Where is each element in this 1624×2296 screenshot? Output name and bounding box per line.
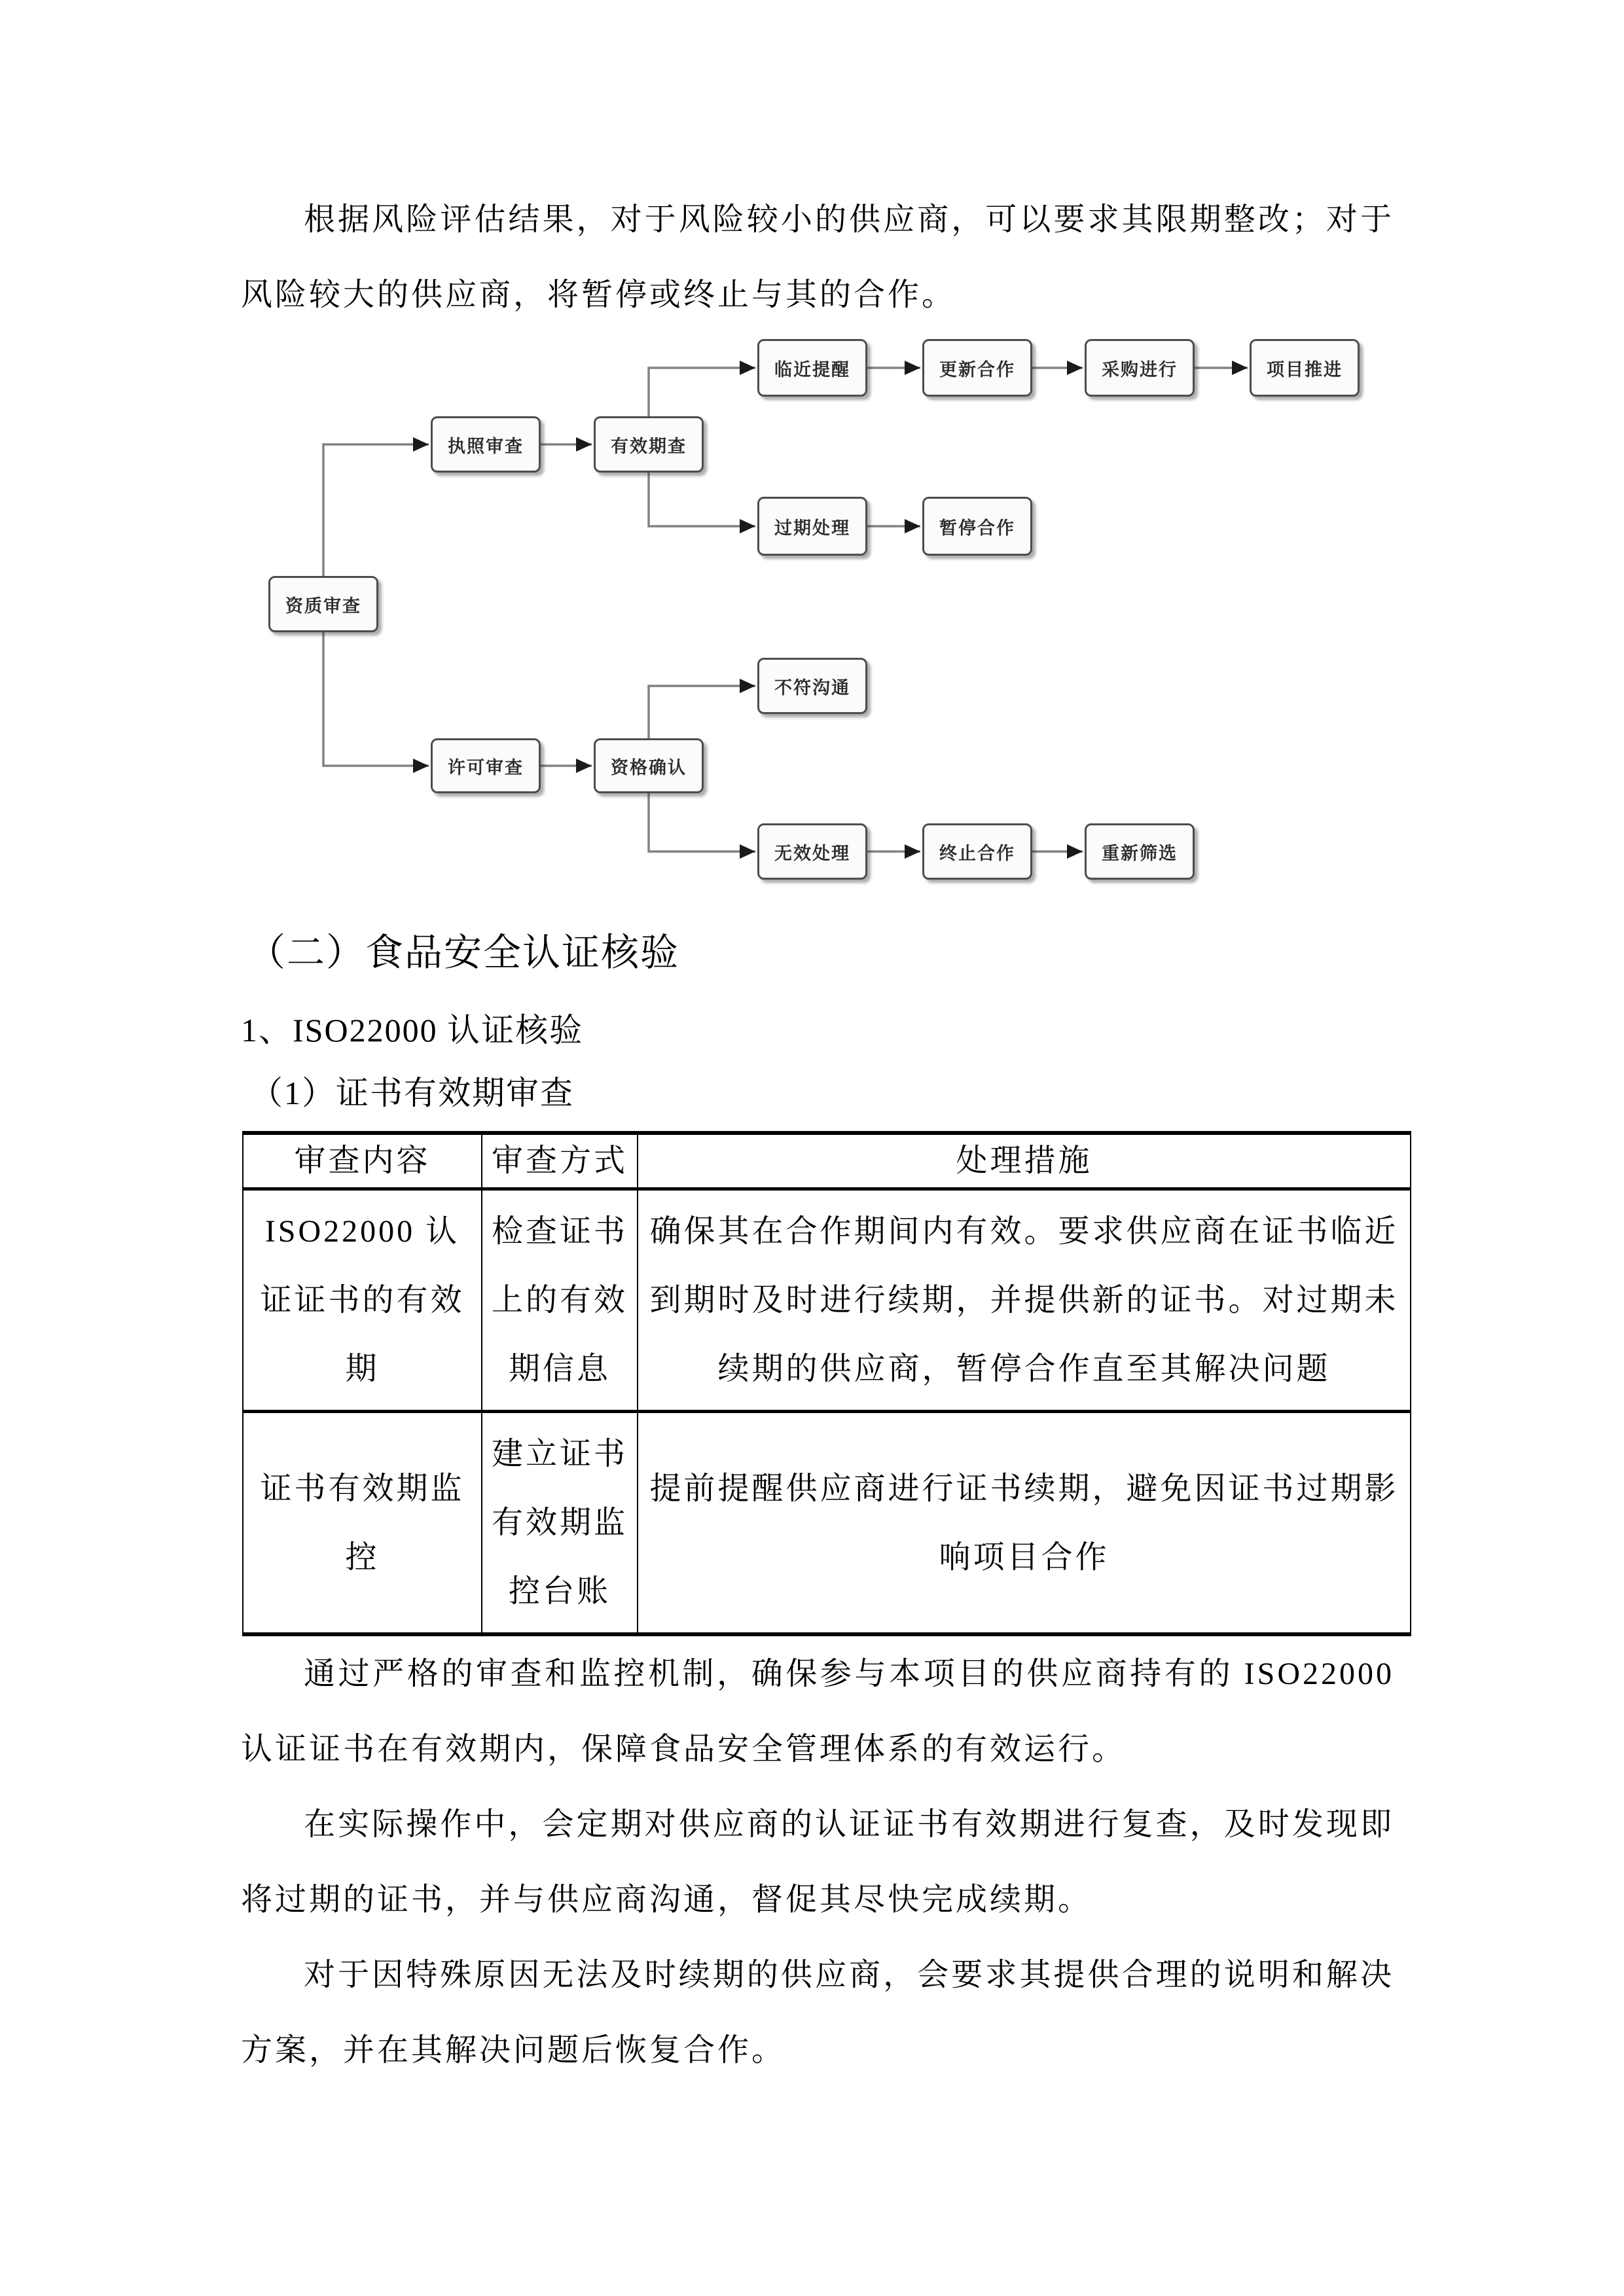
flowchart-node-invalid-handling	[757, 823, 867, 880]
flowchart-node-label: 资质审查	[285, 596, 361, 616]
flowchart-node-nonconform-communication	[757, 658, 867, 714]
connector-validity-to-reminder	[649, 368, 755, 416]
flowchart-node-label: 有效期查	[611, 436, 687, 456]
flowchart-node-label: 过期处理	[774, 518, 850, 538]
flowchart-node-label: 执照审查	[448, 436, 524, 456]
flowchart-node-suspend-cooperation	[922, 497, 1032, 556]
flowchart-node-qualification-confirm	[594, 738, 704, 793]
flowchart-node-label: 无效处理	[774, 843, 850, 863]
table-row	[243, 1412, 1411, 1635]
connector-qualification-to-permit	[323, 632, 429, 766]
flowchart-node-label: 终止合作	[939, 843, 1015, 863]
flowchart-node-overdue-handling	[757, 497, 867, 556]
flowchart-node-validity-check	[594, 416, 704, 473]
flowchart-node-expiry-reminder	[757, 339, 867, 397]
flowchart-node-label: 重新筛选	[1102, 843, 1178, 863]
flowchart-node-license-review	[431, 416, 541, 473]
flowchart-node-label: 不符沟通	[774, 677, 850, 698]
flowchart-node-label: 临近提醒	[774, 359, 850, 380]
connector-confirm-to-nonconform	[649, 686, 755, 738]
flowchart-node-rescreen	[1085, 823, 1195, 880]
section-heading: （二）食品安全认证核验	[247, 931, 680, 974]
flowchart-node-project-advance	[1250, 339, 1360, 397]
subheading-certificate-validity: （1）证书有效期审查	[250, 1075, 574, 1111]
table-header-review-content: 审查内容	[243, 1133, 482, 1189]
table-cell-method: 检查证书上的有效期信息	[482, 1189, 638, 1412]
flowchart-node-qualification-review	[268, 576, 378, 632]
flowchart-node-terminate-cooperation	[922, 823, 1032, 880]
paragraph-risk-assessment: 根据风险评估结果，对于风险较小的供应商，可以要求其限期整改；对于风险较大的供应商，将暂停或终止与其的合作。	[241, 202, 1394, 312]
paragraph-special-cases: 对于因特殊原因无法及时续期的供应商，会要求其提供合理的说明和解决方案，并在其解决问题后恢复合作。	[241, 1958, 1394, 2068]
flowchart-node-label: 更新合作	[939, 359, 1015, 380]
table-header-action: 处理措施	[638, 1133, 1411, 1189]
document-content	[241, 0, 1399, 2088]
flowchart-connectors	[229, 329, 1381, 889]
connector-validity-to-overdue	[649, 473, 755, 526]
connector-confirm-to-invalid	[649, 793, 755, 852]
table-cell-method: 建立证书有效期监控台账	[482, 1412, 638, 1635]
flowchart-node-renew-cooperation	[922, 339, 1032, 397]
paragraph-mechanism: 通过严格的审查和监控机制，确保参与本项目的供应商持有的 ISO22000 认证证书在有效期内，保障食品安全管理体系的有效运行。	[241, 1657, 1394, 1767]
certificate-review-table	[242, 1131, 1411, 1636]
flowchart-node-label: 资格确认	[611, 757, 687, 778]
table-header-review-method: 审查方式	[482, 1133, 638, 1189]
flowchart-node-procurement-proceed	[1085, 339, 1195, 397]
flowchart-node-label: 许可审查	[448, 757, 524, 778]
subheading-iso22000: 1、ISO22000 认证核验	[241, 1012, 584, 1049]
table-cell-action: 确保其在合作期间内有效。要求供应商在证书临近到期时及时进行续期，并提供新的证书。对过期未续期的供应商，暂停合作直至其解决问题	[638, 1189, 1411, 1412]
table-header-row	[243, 1133, 1411, 1189]
table-row	[243, 1189, 1411, 1412]
flowchart-node-label: 项目推进	[1267, 359, 1343, 380]
table-cell-action: 提前提醒供应商进行证书续期，避免因证书过期影响项目合作	[638, 1412, 1411, 1635]
flowchart-node-label: 暂停合作	[939, 518, 1015, 538]
table-cell-content: ISO22000 认证证书的有效期	[243, 1189, 482, 1412]
supplier-review-flowchart	[229, 329, 1381, 889]
paragraph-recheck: 在实际操作中，会定期对供应商的认证证书有效期进行复查，及时发现即将过期的证书，并与供应商沟通，督促其尽快完成续期。	[241, 1807, 1394, 1917]
flowchart-node-label: 采购进行	[1102, 359, 1178, 380]
connector-qualification-to-license	[323, 444, 429, 576]
table-cell-content: 证书有效期监控	[243, 1412, 482, 1635]
flowchart-node-permit-review	[431, 738, 541, 793]
